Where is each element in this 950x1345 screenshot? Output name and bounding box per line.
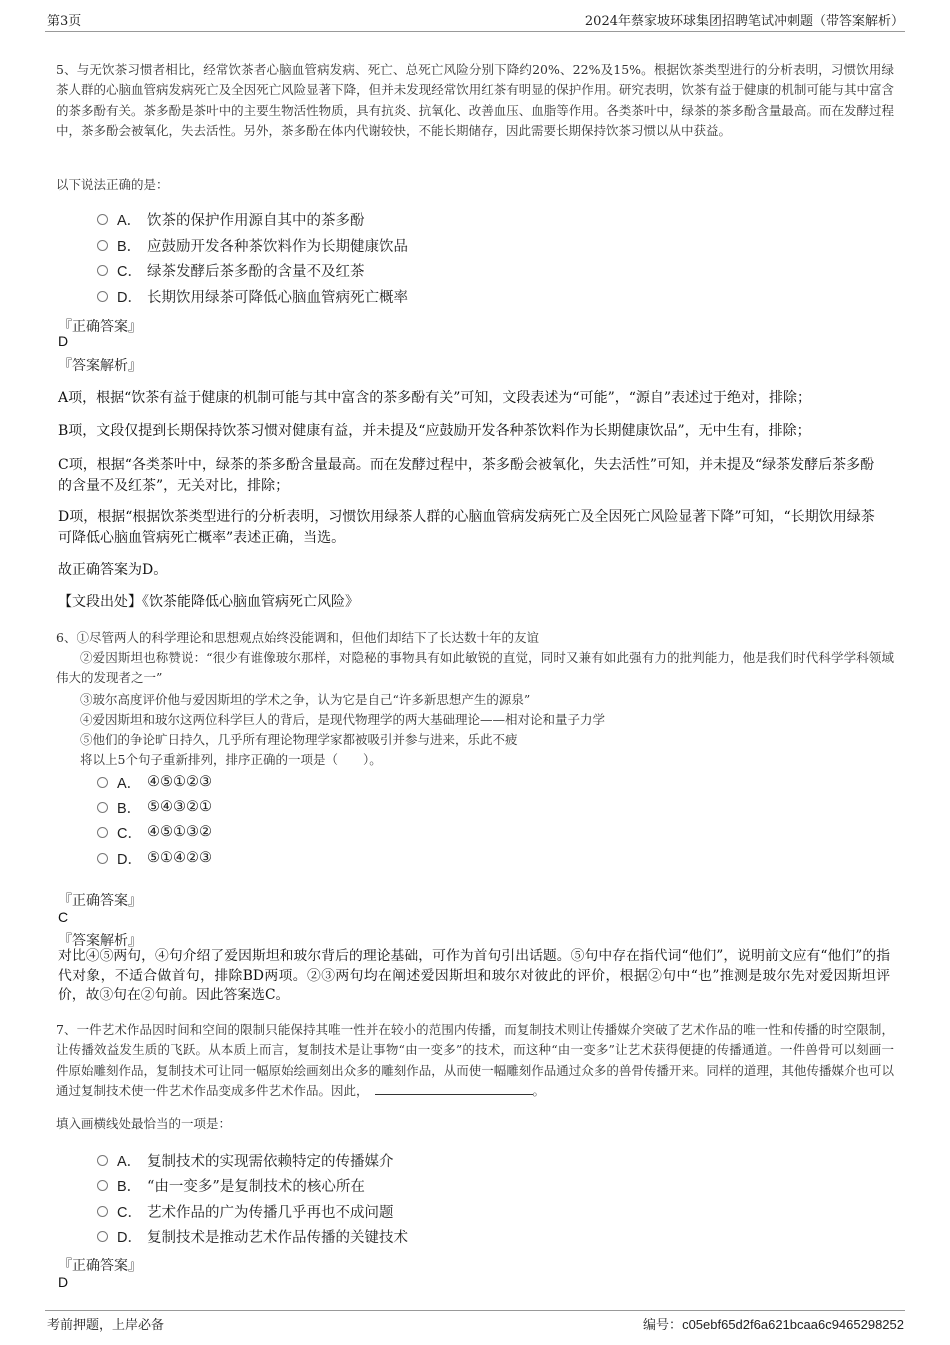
q6-answer: C <box>58 909 69 925</box>
q5-option-d[interactable] <box>97 285 408 307</box>
document-title: 2024年蔡家坡环球集团招聘笔试冲刺题（带答案解析） <box>584 14 904 29</box>
option-letter: D． <box>117 289 142 306</box>
option-letter: D． <box>117 1229 142 1246</box>
footer-slogan: 考前押题，上岸必备 <box>47 1318 165 1333</box>
q7-option-c[interactable] <box>97 1200 394 1222</box>
radio-icon[interactable] <box>97 1155 108 1166</box>
q6-answer-label: 『正确答案』 <box>58 893 142 909</box>
option-letter: C． <box>117 263 142 280</box>
option-text: “由一变多”是复制技术的核心所在 <box>147 1178 365 1195</box>
q5-option-b[interactable] <box>97 234 408 256</box>
q7-passage-text: 7、一件艺术作品因时间和空间的限制只能保持其唯一性并在较小的范围内传播，而复制技术则让传播媒介突破了艺术作品的唯一性和传播的时空限制，让传播效益发生质的飞跃。从本质上而言，复制技术是让事物“由一变多”的技术，而这种“由一变多”让艺术获得便捷的传播通道。一件兽骨可以刻画一件原始雕刻作品，复制技术可让同一幅原始绘画刻出众多的雕刻作品，从而使一幅雕刻作品通过众多的兽骨传播开来。同样的道理，其他传播媒介也可以通过复制技术使一件艺术作品变成多件艺术作品。因此， <box>56 1022 894 1098</box>
q6-analysis-label: 『答案解析』 <box>58 933 142 949</box>
option-letter: B． <box>117 238 142 255</box>
page-number: 第3页 <box>47 14 82 29</box>
q6-option-a[interactable] <box>97 771 212 793</box>
option-letter: A． <box>117 212 142 229</box>
option-text: ④⑤①②③ <box>147 774 212 790</box>
code-label: 编号： <box>643 1318 683 1333</box>
q5-option-a[interactable] <box>97 208 365 230</box>
q5-analysis-c: C项，根据“各类茶叶中，绿茶的茶多酚含量最高。而在发酵过程中，茶多酚会被氧化，失去活性”可知，并未提及“绿茶发酵后茶多酚的含量不及红茶”，无关对比，排除； <box>58 457 875 494</box>
option-text: ④⑤①③② <box>147 824 212 840</box>
q7-option-b[interactable] <box>97 1174 365 1196</box>
q7-option-a[interactable] <box>97 1149 394 1171</box>
option-letter: A． <box>117 775 142 792</box>
q6-option-c[interactable] <box>97 821 212 843</box>
q5-passage: 5、与无饮茶习惯者相比，经常饮茶者心脑血管病发病、死亡、总死亡风险分别下降约20%、22%及15%。根据饮茶类型进行的分析表明，习惯饮用绿茶人群的心脑血管病发病死亡及全因死亡风险显著下降，但并未发现经常饮用红茶有明显的保护作用。研究表明，饮茶有益于健康的机制可能与其中富含的茶多酚有关。茶多酚是茶叶中的主要生物活性物质，具有抗炎、抗氧化、改善血压、血脂等作用。各类茶叶中，绿茶的茶多酚含量最高。而在发酵过程中，茶多酚会被氧化，失去活性。另外，茶多酚在体内代谢较快，不能长期储存，因此需要长期保持饮茶习惯以从中获益。 <box>56 62 894 138</box>
radio-icon[interactable] <box>97 802 108 813</box>
q6-option-d[interactable] <box>97 847 212 869</box>
q5-source: 【文段出处】《饮茶能降低心脑血管病死亡风险》 <box>58 594 359 610</box>
option-text: 复制技术的实现需依赖特定的传播媒介 <box>147 1153 394 1170</box>
radio-icon[interactable] <box>97 853 108 864</box>
q7-option-d[interactable] <box>97 1225 408 1247</box>
q5-analysis-d: D项，根据“根据饮茶类型进行的分析表明，习惯饮用绿茶人群的心脑血管病发病死亡及全因死亡风险显著下降”可知，“长期饮用绿茶可降低心脑血管病死亡概率”表述正确，当选。 <box>58 509 875 546</box>
option-text: 饮茶的保护作用源自其中的茶多酚 <box>147 212 365 229</box>
radio-icon[interactable] <box>97 777 108 788</box>
q7-prompt: 填入画横线处最恰当的一项是： <box>56 1116 232 1131</box>
q6-sentence-4: ④爱因斯坦和玻尔这两位科学巨人的背后，是现代物理学的两大基础理论——相对论和量子力学 <box>80 712 606 727</box>
option-text: ⑤④③②① <box>147 799 212 815</box>
q5-answer: D <box>58 333 69 349</box>
q5-conclusion: 故正确答案为D。 <box>58 562 168 578</box>
option-letter: B． <box>117 1178 142 1195</box>
q7-blank <box>375 1082 533 1095</box>
q5-analysis-a: A项，根据“饮茶有益于健康的机制可能与其中富含的茶多酚有关”可知，文段表述为“可能”，“源自”表述过于绝对，排除； <box>58 390 812 406</box>
document-code <box>643 1314 904 1333</box>
option-letter: C． <box>117 1204 142 1221</box>
q5-analysis-label: 『答案解析』 <box>58 358 142 374</box>
q5-analysis-b: B项，文段仅提到长期保持饮茶习惯对健康有益，并未提及“应鼓励开发各种茶饮料作为长期健康饮品”，无中生有，排除； <box>58 423 811 439</box>
radio-icon[interactable] <box>97 827 108 838</box>
q6-option-b[interactable] <box>97 796 212 818</box>
code-value: c05ebf65d2f6a621bcaa6c9465298252 <box>682 1317 904 1332</box>
footer-divider <box>45 1310 905 1311</box>
q6-sentence-2: ②爱因斯坦也称赞说：“很少有谁像玻尔那样，对隐秘的事物具有如此敏锐的直觉，同时又兼有如此强有力的批判能力，他是我们时代科学学科领域伟大的发现者之一” <box>56 650 894 686</box>
option-text: ⑤①④②③ <box>147 850 212 866</box>
radio-icon[interactable] <box>97 214 108 225</box>
radio-icon[interactable] <box>97 265 108 276</box>
q7-passage-end: 。 <box>532 1082 546 1098</box>
q5-prompt: 以下说法正确的是： <box>56 177 169 192</box>
option-letter: B． <box>117 800 142 817</box>
q6-analysis: 对比④⑤两句，④句介绍了爱因斯坦和玻尔背后的理论基础，可作为首句引出话题。⑤句中存在指代词“他们”，说明前文应有“他们”的指代对象，不适合做首句，排除BD两项。②③两句均在阐述爱因斯坦和玻尔对彼此的评价，根据②句中“也”推测是玻尔先对爱因斯坦评价，故③句在②句前。因此答案选C。 <box>58 948 890 1003</box>
radio-icon[interactable] <box>97 1180 108 1191</box>
q5-answer-label: 『正确答案』 <box>58 319 142 335</box>
option-text: 应鼓励开发各种茶饮料作为长期健康饮品 <box>147 238 408 255</box>
radio-icon[interactable] <box>97 291 108 302</box>
q5-option-c[interactable] <box>97 259 365 281</box>
q7-answer-label: 『正确答案』 <box>58 1258 142 1274</box>
q6-sentence-3: ③玻尔高度评价他与爱因斯坦的学术之争，认为它是自己“许多新思想产生的源泉” <box>80 692 531 707</box>
option-letter: A． <box>117 1153 142 1170</box>
radio-icon[interactable] <box>97 240 108 251</box>
radio-icon[interactable] <box>97 1231 108 1242</box>
q6-sentence-5: ⑤他们的争论旷日持久，几乎所有理论物理学家都被吸引并参与进来，乐此不疲 <box>80 732 518 747</box>
option-text: 绿茶发酵后茶多酚的含量不及红茶 <box>147 263 365 280</box>
option-letter: D． <box>117 851 142 868</box>
q7-answer: D <box>58 1274 69 1290</box>
radio-icon[interactable] <box>97 1206 108 1217</box>
q6-sentence-1: 6、①尽管两人的科学理论和思想观点始终没能调和，但他们却结下了长达数十年的友谊 <box>56 630 539 645</box>
option-letter: C． <box>117 825 142 842</box>
q7-passage <box>56 1020 894 1101</box>
q6-prompt: 将以上5个句子重新排列，排序正确的一项是（ ）。 <box>80 752 382 767</box>
header-divider <box>45 31 905 32</box>
option-text: 艺术作品的广为传播几乎再也不成问题 <box>147 1204 394 1221</box>
option-text: 长期饮用绿茶可降低心脑血管病死亡概率 <box>147 289 408 306</box>
option-text: 复制技术是推动艺术作品传播的关键技术 <box>147 1229 408 1246</box>
